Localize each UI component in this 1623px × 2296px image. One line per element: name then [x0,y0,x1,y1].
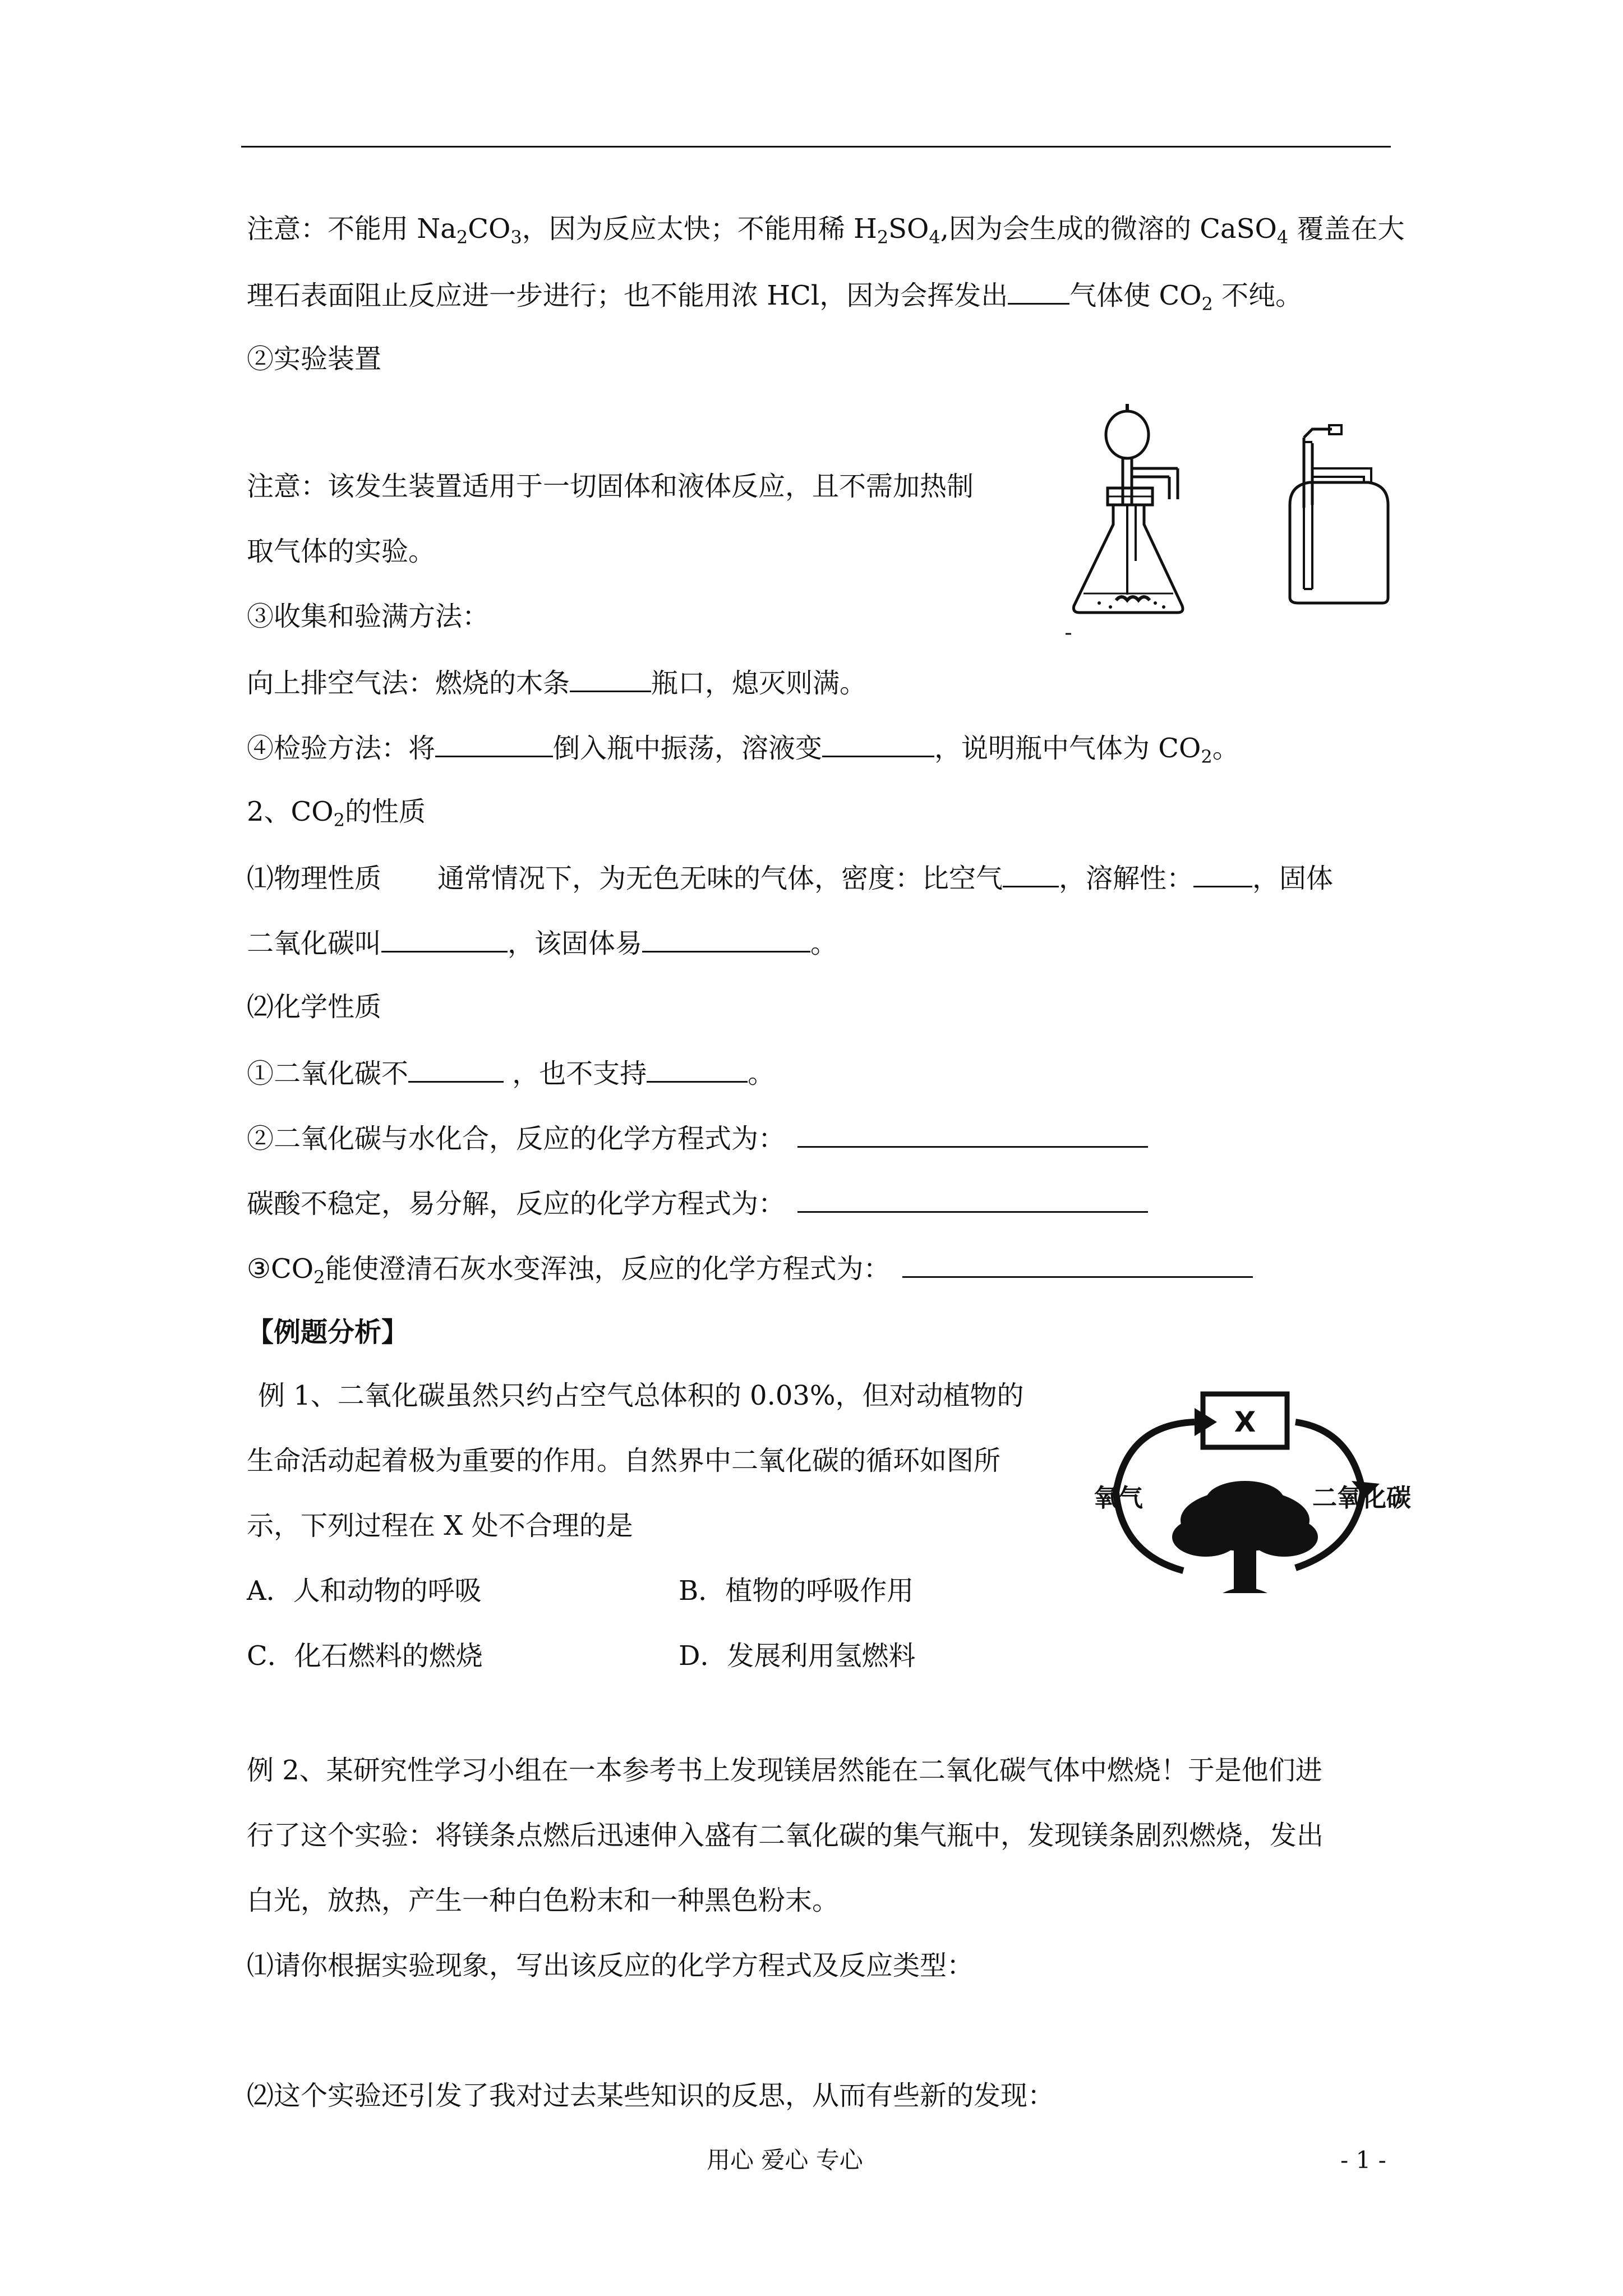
example2-line-2: 行了这个实验：将镁条点燃后迅速伸入盛有二氧化碳的集气瓶中，发现镁条剧烈燃烧，发出 [247,1820,1324,1851]
option-c[interactable]: C．化石燃料的燃烧 [247,1640,483,1672]
cycle-left-label: 氧气 [1094,1484,1143,1512]
blank-dry-ice[interactable] [381,925,508,953]
blank-gas[interactable] [1008,277,1069,305]
tree-icon [1172,1481,1318,1593]
blank-sublime[interactable] [642,925,810,953]
chem-line-4: $③CO_2$能使澄清石灰水变浑浊，反应的化学方程式为： [247,1250,1253,1294]
chem-line-3: 碳酸不稳定，易分解，反应的化学方程式为： [247,1185,1148,1221]
examples-heading: 【例题分析】 [247,1317,409,1348]
blank-reagent[interactable] [435,730,553,757]
example2-question-1: ⑴请你根据实验现象，写出该反应的化学方程式及反应类型： [247,1950,974,1981]
blank-density[interactable] [1003,860,1059,887]
chemical-heading: ⑵化学性质 [247,991,382,1023]
header-rule [241,146,1391,148]
apparatus-heading: ②实验装置 [247,343,382,375]
option-d[interactable]: D．发展利用氢燃料 [679,1640,916,1672]
cycle-right-label: 二氧化碳 [1312,1484,1411,1512]
blank-equation-1[interactable] [797,1120,1148,1148]
example1-line-1: 例 1、二氧化碳虽然只约占空气总体积的 0.03%，但对动植物的 [258,1380,1024,1411]
example2-line-3: 白光，放热，产生一种白色粉末和一种黑色粉末。 [247,1885,840,1916]
note-line-2: 理石表面阻止反应进一步进行；也不能用浓 HCl，因为会挥发出 气体使 $CO_2$ 不纯。 [247,277,1302,321]
apparatus-note-line-2: 取气体的实验。 [247,536,436,567]
blank-equation-2[interactable] [797,1185,1148,1213]
blank-solubility[interactable] [1193,860,1252,887]
example1-line-3: 示，下列过程在 X 处不合理的是 [247,1510,633,1542]
chem-line-2: ②二氧化碳与水化合，反应的化学方程式为： [247,1120,1148,1156]
blank-collect[interactable] [570,665,651,692]
note-line-1: 注意：不能用 $Na_2CO_3$，因为反应太快；不能用稀 $H_2SO_4$,因为会生成的微溶的 CaSO$_4$ 覆盖在大 [247,213,1405,248]
chem-line-1: ①二氧化碳不 ，也不支持 。 [247,1055,774,1091]
blank-equation-3[interactable] [902,1250,1253,1278]
collect-heading: ③收集和验满方法： [247,601,490,632]
option-b[interactable]: B．植物的呼吸作用 [679,1575,914,1607]
example2-question-2: ⑵这个实验还引发了我对过去某些知识的反思，从而有些新的发现： [247,2080,1055,2111]
physical-line-1: ⑴物理性质 通常情况下，为无色无味的气体，密度：比空气 ，溶解性： ，固体 [247,860,1333,895]
blank-color[interactable] [822,730,934,757]
footer-slogan: 用心 爱心 专心 [707,2146,863,2174]
apparatus-figure [1066,404,1424,639]
page-number: - 1 - [1340,2146,1386,2174]
collect-line: 向上排空气法：燃烧的木条 瓶口，熄灭则满。 [247,665,866,700]
apparatus-note-line-1: 注意：该发生装置适用于一切固体和液体反应，且不需加热制 [247,471,974,502]
cycle-box-label: X [1234,1406,1256,1438]
example1-line-2: 生命活动起着极为重要的作用。自然界中二氧化碳的循环如图所 [247,1445,1001,1476]
example2-line-1: 例 2、某研究性学习小组在一本参考书上发现镁居然能在二氧化碳气体中燃烧！于是他们进 [247,1755,1322,1786]
physical-line-2: 二氧化碳叫 ，该固体易 。 [247,925,837,960]
blank-burn[interactable] [408,1055,504,1083]
blank-support[interactable] [647,1055,748,1083]
option-a[interactable]: A．人和动物的呼吸 [247,1575,482,1607]
carbon-cycle-figure [1082,1369,1413,1616]
props-heading: 2、$CO_2$的性质 [247,796,426,831]
test-line: ④检验方法：将 倒入瓶中振荡，溶液变 ，说明瓶中气体为 $CO_2$。 [247,730,1239,774]
